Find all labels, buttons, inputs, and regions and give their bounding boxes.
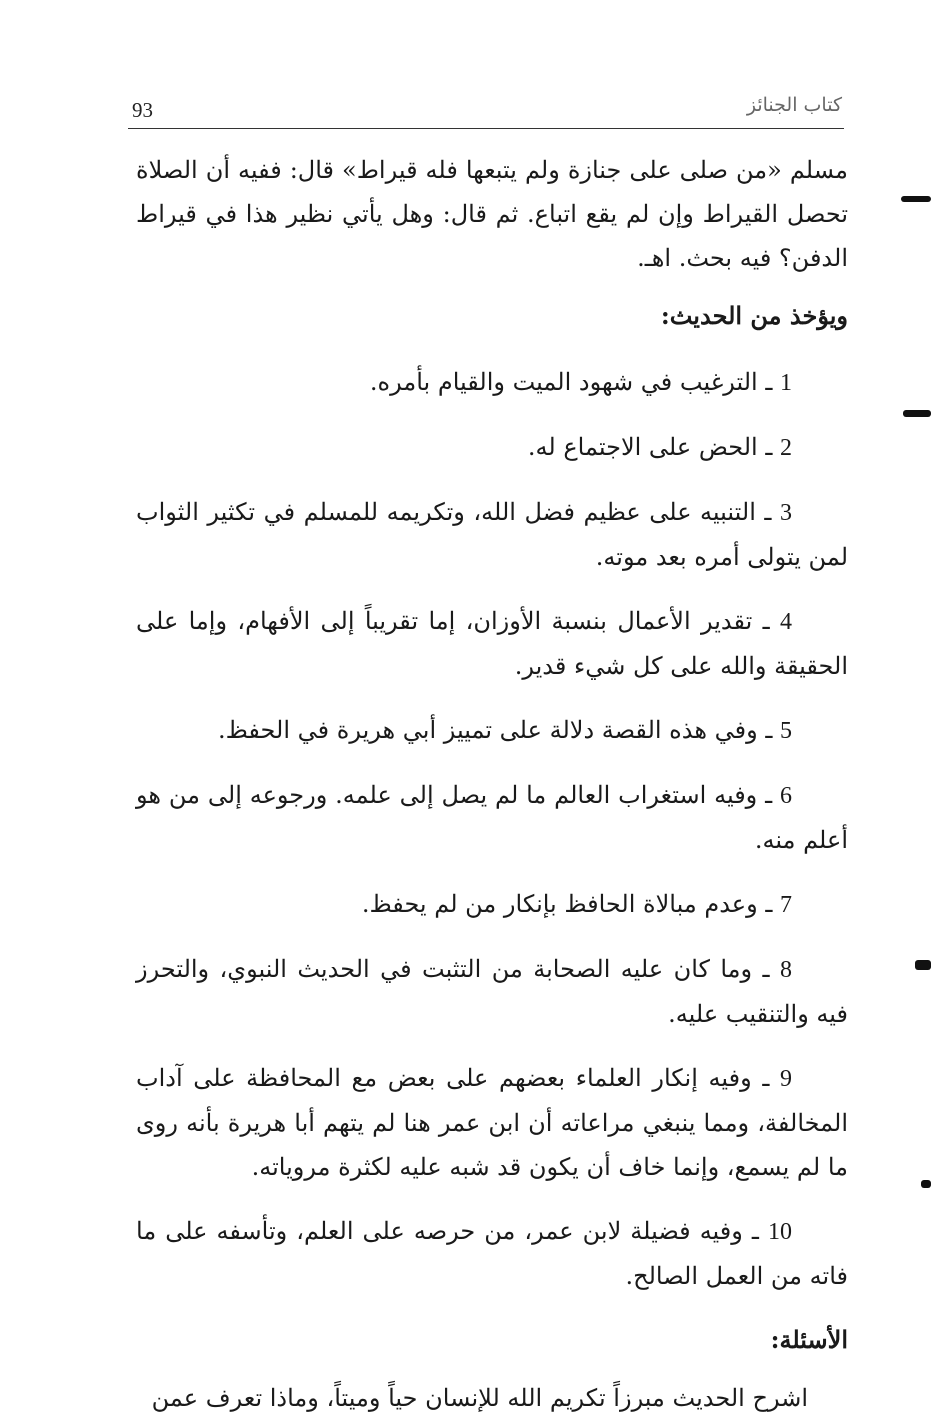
- lesson-text: ـ التنبيه على عظيم فضل الله، وتكريمه للمسلم في تكثير الثواب لمن يتولى أمره بعد موته.: [136, 498, 848, 571]
- lesson-number: 6: [780, 783, 792, 809]
- lesson-item: [136, 599, 848, 688]
- lesson-number: 7: [780, 892, 792, 918]
- lesson-text: ـ وفيه فضيلة لابن عمر، من حرصه على العلم، وتأسفه على ما فاته من العمل الصالح.: [136, 1217, 848, 1290]
- lesson-number: 1: [780, 370, 792, 396]
- lesson-number: 4: [780, 609, 792, 635]
- lesson-item: [136, 882, 848, 927]
- lesson-text: ـ وعدم مبالاة الحافظ بإنكار من لم يحفظ.: [361, 890, 780, 918]
- page-body: [136, 148, 848, 1420]
- lesson-item: [136, 1056, 848, 1189]
- question-text: اشرح الحديث مبرزاً تكريم الله للإنسان حياً وميتاً، وماذا تعرف عمن: [151, 1384, 808, 1412]
- page-number: 93: [132, 98, 153, 122]
- lesson-number: 10: [768, 1219, 792, 1245]
- lesson-number: 2: [780, 435, 792, 461]
- scan-edge-mark: [921, 1180, 931, 1188]
- lesson-number: 5: [780, 718, 792, 744]
- scan-edge-mark: [901, 196, 931, 202]
- lesson-text: ـ تقدير الأعمال بنسبة الأوزان، إما تقريباً إلى الأفهام، وإما على الحقيقة والله على كل شيء قدير.: [136, 607, 848, 680]
- lesson-item: [136, 708, 848, 753]
- lesson-text: ـ وفيه استغراب العالم ما لم يصل إلى علمه. ورجوعه إلى من هو أعلم منه.: [136, 781, 848, 854]
- scan-edge-mark: [903, 410, 931, 417]
- lesson-item: [136, 947, 848, 1036]
- intro-paragraph: مسلم «من صلى على جنازة ولم يتبعها فله قيراط» قال: ففيه أن الصلاة تحصل القيراط وإن لم يقع اتباع. ثم قال: وهل يأتي نظير هذا في قيراط الدفن؟ فيه بحث. اهـ.: [136, 156, 848, 272]
- lesson-item: [136, 360, 848, 405]
- questions-heading: الأسئلة:: [770, 1325, 848, 1354]
- lessons-heading: ويؤخذ من الحديث:: [660, 301, 848, 330]
- lesson-text: ـ وفي هذه القصة دلالة على تمييز أبي هريرة في الحفظ.: [218, 716, 780, 744]
- lesson-item: [136, 425, 848, 470]
- scan-edge-mark: [915, 960, 931, 970]
- running-head: كتاب الجنائز: [746, 94, 842, 116]
- lesson-number: 8: [780, 957, 793, 983]
- lesson-item: [136, 1209, 848, 1298]
- lesson-text: ـ الترغيب في شهود الميت والقيام بأمره.: [369, 368, 780, 396]
- lesson-text: ـ الحض على الاجتماع له.: [527, 433, 780, 461]
- lesson-text: ـ وفيه إنكار العلماء بعضهم على بعض مع المحافظة على آداب المخالفة، ومما ينبغي مراعاته أن ابن عمر هنا لم يتهم أبا هريرة بأنه روى ما لم يسمع، وإنما خاف أن يكون قد شبه عليه لكثرة مروياته.: [136, 1064, 848, 1181]
- lesson-text: ـ وما كان عليه الصحابة من التثبت في الحديث النبوي، والتحرز فيه والتنقيب عليه.: [136, 955, 848, 1028]
- lesson-number: 3: [780, 500, 792, 526]
- lesson-item: [136, 490, 848, 579]
- lesson-number: 9: [780, 1066, 792, 1092]
- lesson-item: [136, 773, 848, 862]
- page-header: [128, 88, 844, 129]
